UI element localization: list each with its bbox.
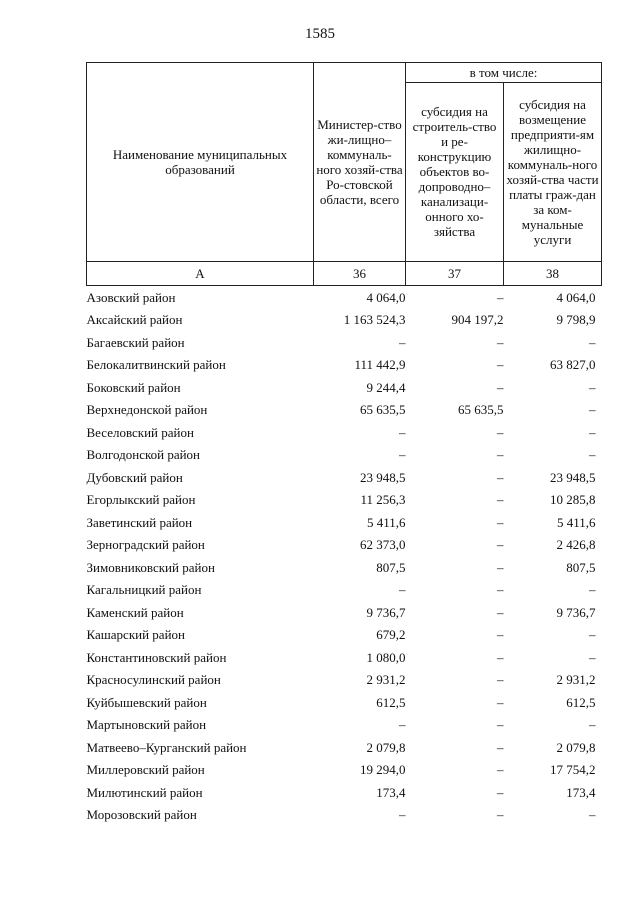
subsidy-utilities-cell: – <box>589 717 596 733</box>
municipality-name-cell: Каменский район <box>86 604 184 620</box>
ministry-total-cell: 679,2 <box>376 627 406 643</box>
subsidy-utilities-cell: 5 411,6 <box>556 514 596 530</box>
table-row <box>87 354 602 377</box>
subsidy-utilities-cell: – <box>589 649 596 665</box>
table-row <box>87 714 602 737</box>
ministry-total-cell: 62 373,0 <box>360 537 406 553</box>
subsidy-utilities-cell: 612,5 <box>566 694 596 710</box>
subsidy-utilities-cell: 2 426,8 <box>556 537 596 553</box>
table-row <box>87 669 602 692</box>
subsidy-utilities-cell: – <box>589 379 596 395</box>
municipality-name-cell: Красносулинский район <box>86 672 221 688</box>
table-row <box>87 444 602 467</box>
ministry-total-cell: 173,4 <box>376 784 406 800</box>
budget-table <box>86 62 602 826</box>
municipality-name-cell: Аксайский район <box>86 312 183 328</box>
municipality-name-cell: Морозовский район <box>86 807 197 823</box>
subsidy-construction-cell: – <box>497 582 504 598</box>
subsidy-construction-cell: – <box>497 649 504 665</box>
ministry-total-cell: 65 635,5 <box>360 402 406 418</box>
table-row <box>87 781 602 804</box>
municipality-name-cell: Верхнедонской район <box>86 402 208 418</box>
ministry-total-cell: 4 064,0 <box>366 289 406 305</box>
subsidy-construction-cell: – <box>497 514 504 530</box>
ministry-total-cell: – <box>399 717 406 733</box>
ministry-total-cell: – <box>399 447 406 463</box>
municipality-name-cell: Куйбышевский район <box>86 694 207 710</box>
municipality-name-cell: Зерноградский район <box>86 537 205 553</box>
subsidy-construction-cell: – <box>497 447 504 463</box>
subsidy-utilities-cell: 17 754,2 <box>550 762 596 778</box>
table-row <box>87 691 602 714</box>
subsidy-utilities-cell: 63 827,0 <box>550 357 596 373</box>
subsidy-utilities-cell: 9 736,7 <box>556 604 596 620</box>
municipality-name-cell: Егорлыкский район <box>86 492 196 508</box>
subsidy-utilities-cell: 4 064,0 <box>556 289 596 305</box>
table-row <box>87 376 602 399</box>
table-row <box>87 309 602 332</box>
subsidy-construction-cell: – <box>497 807 504 823</box>
municipality-name-cell: Зимовниковский район <box>86 559 215 575</box>
ministry-total-cell: 807,5 <box>376 559 406 575</box>
municipality-name-cell: Белокалитвинский район <box>86 357 226 373</box>
subsidy-construction-cell: 904 197,2 <box>451 312 504 328</box>
table-row <box>87 489 602 512</box>
municipality-name-cell: Константиновский район <box>86 649 227 665</box>
ministry-total-cell: 11 256,3 <box>360 492 406 508</box>
column-code: 36 <box>314 262 406 286</box>
municipality-name-cell: Кашарский район <box>86 627 185 643</box>
municipality-name-cell: Дубовский район <box>86 469 183 485</box>
subsidy-construction-cell: – <box>497 672 504 688</box>
subsidy-construction-cell: – <box>497 357 504 373</box>
ministry-total-cell: 2 931,2 <box>366 672 406 688</box>
subsidy-construction-cell: – <box>497 784 504 800</box>
ministry-total-cell: – <box>399 424 406 440</box>
subsidy-construction-cell: – <box>497 289 504 305</box>
ministry-total-cell: 9 244,4 <box>366 379 406 395</box>
column-code: 37 <box>406 262 504 286</box>
subsidy-construction-cell: – <box>497 424 504 440</box>
subsidy-construction-cell: – <box>497 627 504 643</box>
subsidy-utilities-cell: 23 948,5 <box>550 469 596 485</box>
subsidy-construction-cell: – <box>497 469 504 485</box>
table-row <box>87 399 602 422</box>
header-including-group: в том числе: <box>406 63 602 83</box>
subsidy-utilities-cell: – <box>589 334 596 350</box>
municipality-name-cell: Кагальницкий район <box>86 582 202 598</box>
ministry-total-cell: 2 079,8 <box>366 739 406 755</box>
subsidy-utilities-cell: 2 079,8 <box>556 739 596 755</box>
ministry-total-cell: 23 948,5 <box>360 469 406 485</box>
table-row <box>87 556 602 579</box>
table-body <box>87 286 602 827</box>
table-row <box>87 624 602 647</box>
subsidy-construction-cell: – <box>497 334 504 350</box>
ministry-total-cell: 19 294,0 <box>360 762 406 778</box>
municipality-name-cell: Матвеево–Курганский район <box>86 739 247 755</box>
column-codes-row <box>87 262 602 286</box>
header-subsidy-utilities: субсидия на возмещение предприяти-ям жилищно-коммуналь-ного хозяй-ства части платы граж-дан за ком-мунальные услуги <box>504 82 602 261</box>
subsidy-utilities-cell: – <box>589 627 596 643</box>
subsidy-construction-cell: – <box>497 762 504 778</box>
subsidy-utilities-cell: 10 285,8 <box>550 492 596 508</box>
subsidy-construction-cell: – <box>497 604 504 620</box>
subsidy-construction-cell: – <box>497 717 504 733</box>
municipality-name-cell: Милютинский район <box>86 784 203 800</box>
subsidy-utilities-cell: 173,4 <box>566 784 596 800</box>
subsidy-construction-cell: – <box>497 694 504 710</box>
municipality-name-cell: Азовский район <box>86 289 176 305</box>
ministry-total-cell: – <box>399 807 406 823</box>
ministry-total-cell: 612,5 <box>376 694 406 710</box>
table-row <box>87 804 602 827</box>
subsidy-utilities-cell: – <box>589 447 596 463</box>
municipality-name-cell: Волгодонской район <box>86 447 201 463</box>
subsidy-utilities-cell: 2 931,2 <box>556 672 596 688</box>
subsidy-utilities-cell: – <box>589 807 596 823</box>
ministry-total-cell: – <box>399 334 406 350</box>
subsidy-utilities-cell: – <box>589 424 596 440</box>
table-row <box>87 421 602 444</box>
municipality-name-cell: Веселовский район <box>86 424 194 440</box>
municipality-name-cell: Миллеровский район <box>86 762 205 778</box>
subsidy-utilities-cell: 807,5 <box>566 559 596 575</box>
header-subsidy-construction: субсидия на строитель-ство и ре-конструкцию объектов во-допроводно–канализаци-онного хо-зяйства <box>406 82 504 261</box>
ministry-total-cell: 5 411,6 <box>366 514 406 530</box>
table-header <box>87 63 602 286</box>
municipality-name-cell: Мартыновский район <box>86 717 207 733</box>
municipality-name-cell: Багаевский район <box>86 334 185 350</box>
subsidy-utilities-cell: – <box>589 582 596 598</box>
page-number: 1585 <box>305 26 335 42</box>
header-municipality: Наименование муниципальных образований <box>87 63 314 262</box>
ministry-total-cell: 9 736,7 <box>366 604 406 620</box>
table-row <box>87 534 602 557</box>
ministry-total-cell: – <box>399 582 406 598</box>
subsidy-utilities-cell: 9 798,9 <box>556 312 596 328</box>
column-code: А <box>87 262 314 286</box>
ministry-total-cell: 1 163 524,3 <box>343 312 406 328</box>
table-row <box>87 646 602 669</box>
subsidy-construction-cell: – <box>497 537 504 553</box>
subsidy-utilities-cell: – <box>589 402 596 418</box>
subsidy-construction-cell: 65 635,5 <box>458 402 504 418</box>
table-row <box>87 466 602 489</box>
table-row <box>87 759 602 782</box>
table-row <box>87 286 602 309</box>
subsidy-construction-cell: – <box>497 379 504 395</box>
table-row <box>87 331 602 354</box>
municipality-name-cell: Боковский район <box>86 379 181 395</box>
table-row <box>87 579 602 602</box>
subsidy-construction-cell: – <box>497 739 504 755</box>
municipality-name-cell: Заветинский район <box>86 514 193 530</box>
subsidy-construction-cell: – <box>497 492 504 508</box>
subsidy-construction-cell: – <box>497 559 504 575</box>
ministry-total-cell: 111 442,9 <box>354 357 406 373</box>
table-row <box>87 511 602 534</box>
table-row <box>87 736 602 759</box>
header-ministry-total: Министер-ство жи-лищно–коммуналь-ного хозяй-ства Ро-стовской области, всего <box>314 63 406 262</box>
ministry-total-cell: 1 080,0 <box>366 649 406 665</box>
table-row <box>87 601 602 624</box>
column-code: 38 <box>504 262 602 286</box>
